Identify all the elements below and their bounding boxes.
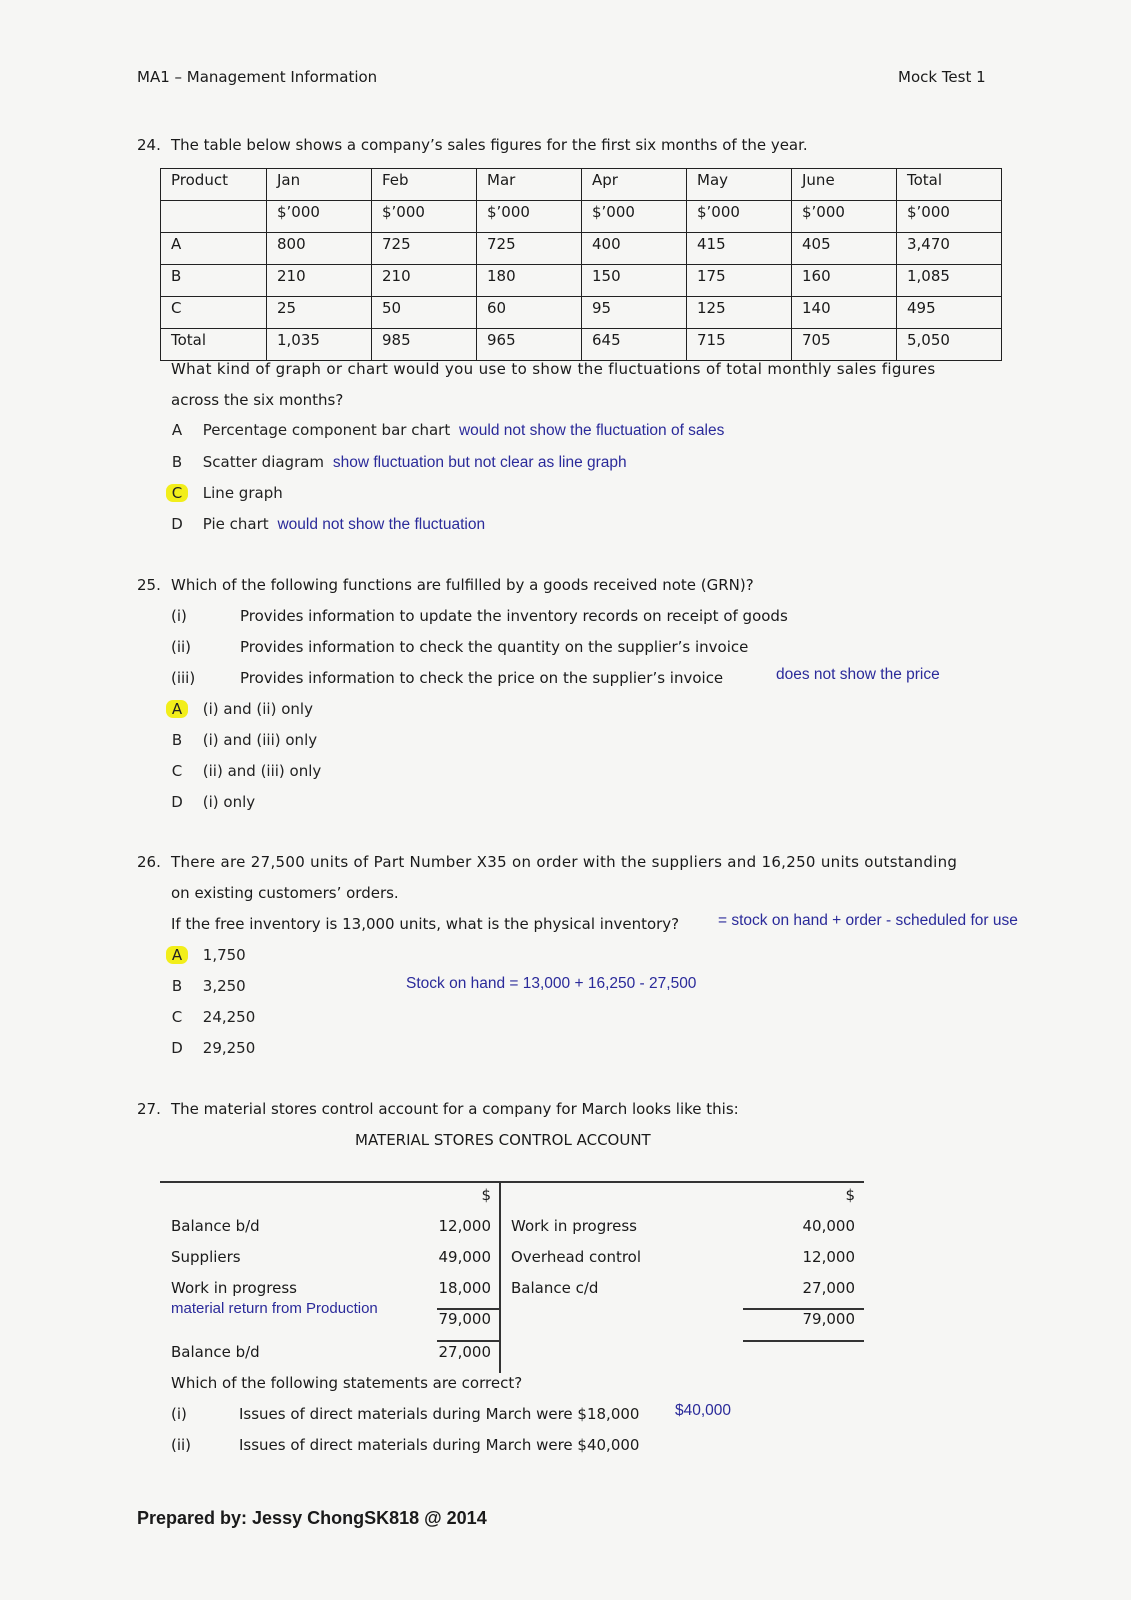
table-cell: $’000 [792, 201, 897, 233]
document-header-title: MA1 – Management Information [137, 68, 378, 86]
option-letter: C [171, 1008, 183, 1026]
debit-amount: 49,000 [438, 1248, 491, 1266]
q24-option-b[interactable] [166, 453, 627, 472]
table-row [161, 265, 1002, 297]
credit-total-rule [743, 1340, 864, 1342]
handwritten-note-calc: Stock on hand = 13,000 + 16,250 - 27,500 [406, 975, 697, 992]
table-cell: 5,050 [897, 329, 1002, 361]
table-cell: 725 [477, 233, 582, 265]
table-header-row [161, 169, 1002, 201]
table-cell: 25 [267, 297, 372, 329]
question-27-number: 27. [137, 1100, 161, 1118]
debit-total-rule [437, 1340, 499, 1342]
table-row [161, 233, 1002, 265]
question-24-text: The table below shows a company’s sales figures for the first six months of the year. [171, 136, 808, 154]
debit-amount: 12,000 [438, 1217, 491, 1235]
statement-label: (i) [171, 607, 187, 625]
q25-option-a[interactable] [166, 700, 313, 718]
handwritten-note-formula: = stock on hand + order - scheduled for use [718, 912, 1018, 929]
option-text: 29,250 [202, 1039, 256, 1057]
question-24-prompt-line1: What kind of graph or chart would you use to show the fluctuations of total monthly sales figures [171, 360, 936, 378]
table-header-cell: Mar [477, 169, 582, 201]
balance-bd-amount: 27,000 [438, 1343, 491, 1361]
credit-total: 79,000 [802, 1310, 855, 1328]
option-text: (ii) and (iii) only [202, 762, 322, 780]
table-cell: 60 [477, 297, 582, 329]
table-cell: 125 [687, 297, 792, 329]
table-cell: 415 [687, 233, 792, 265]
table-cell: 645 [582, 329, 687, 361]
option-text: 24,250 [202, 1008, 256, 1026]
handwritten-note-wip: material return from Production [171, 1300, 378, 1317]
table-cell: 1,035 [267, 329, 372, 361]
table-total-row [161, 329, 1002, 361]
option-text: Percentage component bar chart [202, 421, 451, 439]
table-cell [161, 201, 267, 233]
table-cell: $’000 [582, 201, 687, 233]
question-26-line3: If the free inventory is 13,000 units, what is the physical inventory? [171, 915, 680, 933]
option-text: 3,250 [202, 977, 246, 995]
table-cell: 180 [477, 265, 582, 297]
question-26-line1: There are 27,500 units of Part Number X35 on order with the suppliers and 16,250 units outstanding [171, 853, 958, 871]
debit-total: 79,000 [438, 1310, 491, 1328]
account-title: MATERIAL STORES CONTROL ACCOUNT [355, 1131, 651, 1149]
account-center-rule [499, 1181, 501, 1373]
q24-option-a[interactable] [166, 421, 724, 440]
option-letter: D [171, 793, 183, 811]
table-cell: 715 [687, 329, 792, 361]
table-cell: $’000 [897, 201, 1002, 233]
document-header-test: Mock Test 1 [898, 68, 986, 86]
statement-text: Issues of direct materials during March were $18,000 [239, 1405, 640, 1423]
table-cell: 210 [267, 265, 372, 297]
table-cell: 210 [372, 265, 477, 297]
statement-text: Issues of direct materials during March were $40,000 [239, 1436, 640, 1454]
footer-credit: Prepared by: Jessy ChongSK818 @ 2014 [137, 1508, 487, 1528]
q26-option-a[interactable] [166, 946, 246, 964]
handwritten-note: $40,000 [675, 1402, 732, 1419]
q25-option-b[interactable] [166, 731, 317, 749]
table-row [161, 297, 1002, 329]
statement-label: (ii) [171, 638, 192, 656]
answer-highlight: A [166, 700, 188, 718]
option-text: Scatter diagram [202, 453, 325, 471]
statement-text: Provides information to check the price on the supplier’s invoice [240, 669, 724, 687]
option-text: 1,750 [202, 946, 246, 964]
table-cell: 3,470 [897, 233, 1002, 265]
question-24-number: 24. [137, 136, 161, 154]
sales-table [160, 168, 1002, 361]
debit-label: Balance b/d [171, 1217, 260, 1235]
handwritten-note: does not show the price [776, 666, 940, 683]
table-cell: 800 [267, 233, 372, 265]
credit-label: Overhead control [511, 1248, 642, 1266]
question-26-line2: on existing customers’ orders. [171, 884, 399, 902]
option-text: (i) and (iii) only [202, 731, 318, 749]
table-header-cell: May [687, 169, 792, 201]
table-units-row [161, 201, 1002, 233]
option-text: (i) and (ii) only [202, 700, 313, 718]
debit-amount: 18,000 [438, 1279, 491, 1297]
table-cell: 175 [687, 265, 792, 297]
table-cell: 95 [582, 297, 687, 329]
option-letter: B [171, 731, 183, 749]
option-text: Line graph [202, 484, 283, 502]
table-cell: 160 [792, 265, 897, 297]
option-letter: C [171, 762, 183, 780]
table-cell: 400 [582, 233, 687, 265]
q26-option-d[interactable] [166, 1039, 255, 1057]
handwritten-note: would not show the fluctuation of sales [458, 422, 725, 439]
table-cell: C [161, 297, 267, 329]
table-cell: 140 [792, 297, 897, 329]
option-letter: D [171, 515, 183, 533]
table-cell: 50 [372, 297, 477, 329]
question-26-number: 26. [137, 853, 161, 871]
table-header-cell: Feb [372, 169, 477, 201]
table-cell: 1,085 [897, 265, 1002, 297]
table-header-cell: Total [897, 169, 1002, 201]
option-text: (i) only [202, 793, 256, 811]
account-top-rule [160, 1181, 864, 1183]
credit-currency: $ [845, 1186, 855, 1204]
table-header-cell: Product [161, 169, 267, 201]
question-25-text: Which of the following functions are fulfilled by a goods received note (GRN)? [171, 576, 754, 594]
table-cell: 405 [792, 233, 897, 265]
q25-option-c[interactable] [166, 762, 321, 780]
table-cell: 705 [792, 329, 897, 361]
debit-currency: $ [481, 1186, 491, 1204]
table-cell: $’000 [267, 201, 372, 233]
statement-label: (i) [171, 1405, 187, 1423]
statement-label: (iii) [171, 669, 196, 687]
table-cell: $’000 [372, 201, 477, 233]
credit-amount: 12,000 [802, 1248, 855, 1266]
statement-text: Provides information to check the quantity on the supplier’s invoice [240, 638, 749, 656]
table-cell: 985 [372, 329, 477, 361]
debit-label: Suppliers [171, 1248, 241, 1266]
statement-text: Provides information to update the inventory records on receipt of goods [240, 607, 788, 625]
table-cell: 495 [897, 297, 1002, 329]
credit-amount: 40,000 [802, 1217, 855, 1235]
question-27-text: The material stores control account for a company for March looks like this: [171, 1100, 739, 1118]
question-24-prompt-line2: across the six months? [171, 391, 344, 409]
table-cell: A [161, 233, 267, 265]
option-letter: B [171, 453, 183, 471]
table-cell: B [161, 265, 267, 297]
q26-option-b[interactable] [166, 977, 246, 995]
debit-label: Work in progress [171, 1279, 297, 1297]
credit-label: Work in progress [511, 1217, 637, 1235]
answer-highlight: A [166, 946, 188, 964]
credit-label: Balance c/d [511, 1279, 599, 1297]
handwritten-note: would not show the fluctuation [277, 516, 486, 533]
option-letter: D [171, 1039, 183, 1057]
table-cell: $’000 [477, 201, 582, 233]
table-cell: $’000 [687, 201, 792, 233]
handwritten-note: show fluctuation but not clear as line graph [332, 454, 627, 471]
option-letter: A [171, 421, 183, 439]
q26-option-c[interactable] [166, 1008, 255, 1026]
balance-bd-label: Balance b/d [171, 1343, 260, 1361]
table-header-cell: Apr [582, 169, 687, 201]
table-cell: 150 [582, 265, 687, 297]
table-cell: Total [161, 329, 267, 361]
statement-label: (ii) [171, 1436, 192, 1454]
q24-option-c[interactable] [166, 484, 283, 502]
table-header-cell: Jan [267, 169, 372, 201]
answer-highlight: C [166, 484, 188, 502]
option-letter: B [171, 977, 183, 995]
credit-amount: 27,000 [802, 1279, 855, 1297]
question-25-number: 25. [137, 576, 161, 594]
q24-option-d[interactable] [166, 515, 485, 534]
option-text: Pie chart [202, 515, 269, 533]
table-cell: 725 [372, 233, 477, 265]
table-cell: 965 [477, 329, 582, 361]
question-27-prompt: Which of the following statements are correct? [171, 1374, 523, 1392]
q25-option-d[interactable] [166, 793, 255, 811]
table-header-cell: June [792, 169, 897, 201]
